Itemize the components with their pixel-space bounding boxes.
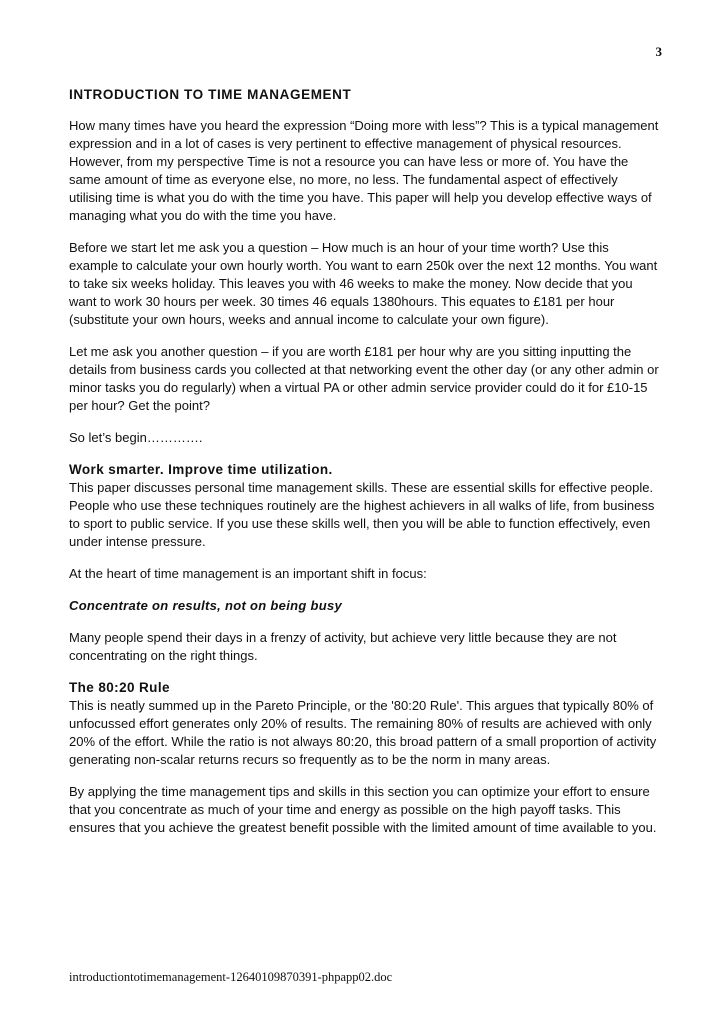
footer-filename: introductiontotimemanagement-12640109870391-phpapp02.doc	[69, 970, 393, 984]
rule-8020-paragraph: By applying the time management tips and skills in this section you can optimize your effort to ensure that you concentrate as much of your time and energy as possible on the high payoff tasks. This ensures that you achieve the greatest benefit possible with the limited amount of time available to you.	[69, 784, 657, 835]
intro-paragraph: So let’s begin………….	[69, 430, 203, 445]
rule-8020-paragraph: This is neatly summed up in the Pareto Principle, or the '80:20 Rule'. This argues that typically 80% of unfocussed effort generates only 20% of results. The remaining 80% of results are achieved with only 20% of the effort. While the ratio is not always 80:20, this broad pattern of a small proportion of activity generating non-scalar returns recurs so frequently as to be the norm in many areas.	[69, 698, 657, 767]
intro-paragraph: How many times have you heard the expression “Doing more with less”? This is a typical management expression and in a lot of cases is very pertinent to effective management of physical resources. However, from my perspective Time is not a resource you can have less or more of. You have the same amount of time as everyone else, no more, no less. The fundamental aspect of effectively utilising time is what you do with the time you have. This paper will help you develop effective ways of managing what you do with the time you have.	[69, 118, 659, 223]
section-heading-8020: The 80:20 Rule	[69, 680, 170, 695]
document-body	[69, 86, 661, 851]
intro-paragraph: Let me ask you another question – if you are worth £181 per hour why are you sitting inputting the details from business cards you collected at that networking event the other day (or any other admin or minor tasks you do regularly) when a virtual PA or other admin service provider could do it for £10-15 per hour? Get the point?	[69, 344, 659, 413]
page-number: 3	[655, 44, 662, 59]
emphasis-statement: Concentrate on results, not on being busy	[69, 598, 343, 613]
intro-paragraph: Before we start let me ask you a question – How much is an hour of your time worth? Use this example to calculate your own hourly worth. You want to earn 250k over the next 12 months. You want to take six weeks holiday. This leaves you with 46 weeks to make the money. Now decide that you want to work 30 hours per week. 30 times 46 equals 1380hours. This equates to £181 per hour (substitute your own hours, weeks and annual income to calculate your own figure).	[69, 240, 658, 327]
section-heading-work-smarter: Work smarter. Improve time utilization.	[69, 462, 333, 477]
work-smarter-paragraph: This paper discusses personal time management skills. These are essential skills for effective people. People who use these techniques routinely are the highest achievers in all walks of life, from business to sport to public service. If you use these skills well, then you will be able to function effectively, even under intense pressure.	[69, 480, 655, 549]
work-smarter-closing: Many people spend their days in a frenzy of activity, but achieve very little because they are not concentrating on the right things.	[69, 630, 617, 663]
work-smarter-paragraph: At the heart of time management is an important shift in focus:	[69, 566, 427, 581]
document-title: INTRODUCTION TO TIME MANAGEMENT	[69, 87, 352, 102]
